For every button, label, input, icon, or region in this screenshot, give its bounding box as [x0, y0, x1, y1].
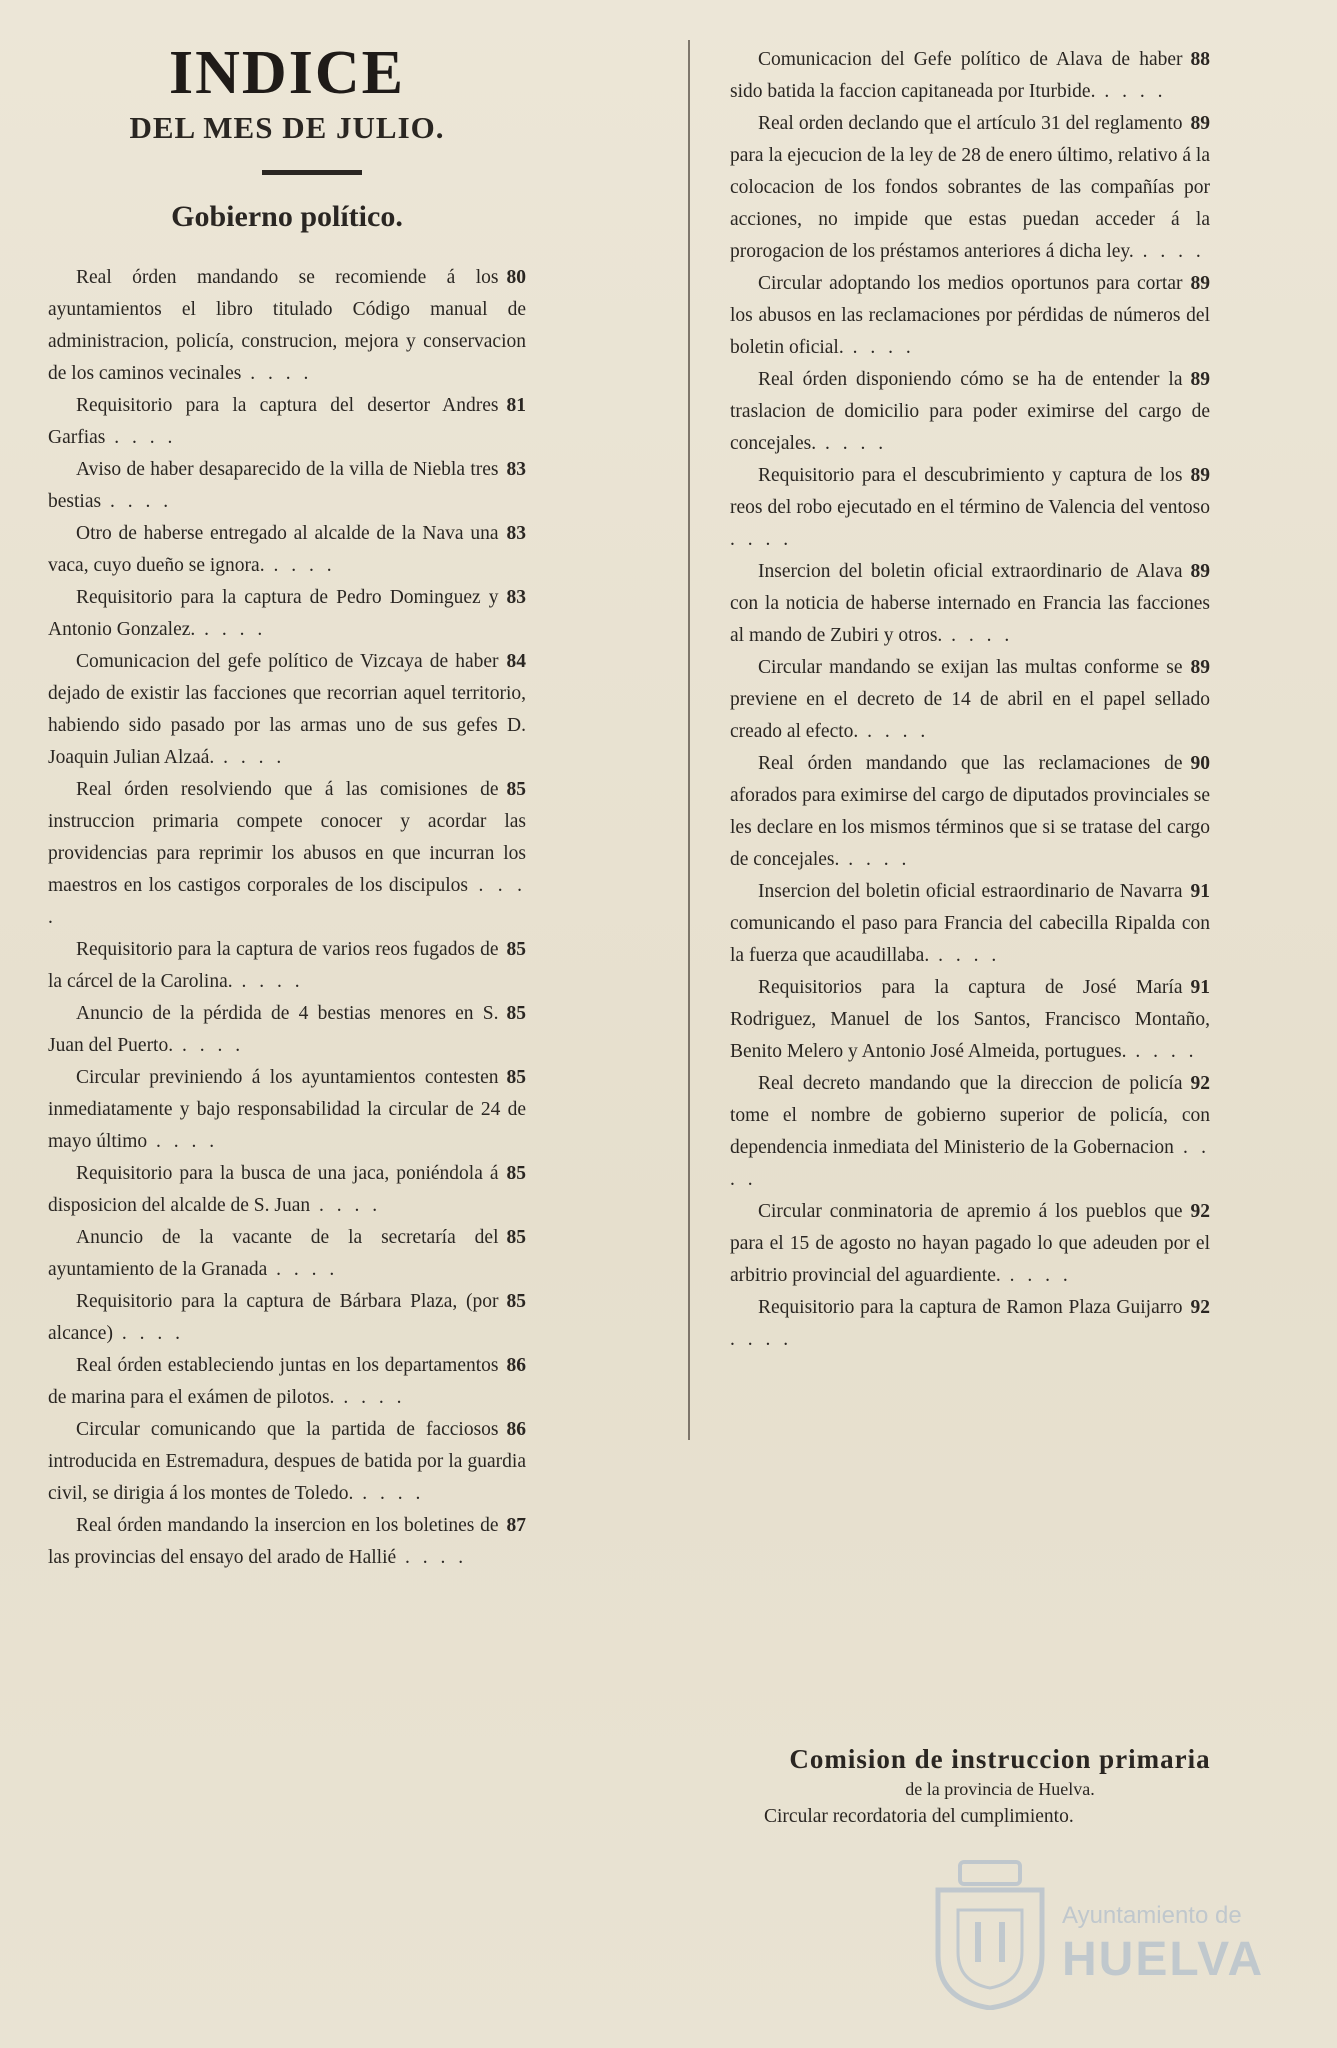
index-entry — [730, 268, 1210, 364]
index-entry — [48, 774, 526, 934]
index-title: INDICE — [169, 39, 405, 107]
entry-page-number: 89 — [1190, 273, 1210, 294]
entry-text: Circular mandando se exijan las multas conforme se previene en el decreto de 14 de abril en el papel sellado creado al efecto. — [730, 657, 1210, 742]
entry-text: Anuncio de la vacante de la secretaría del ayuntamiento de la Granada — [48, 1227, 499, 1280]
index-entry — [730, 364, 1210, 460]
watermark-line2: HUELVA — [1062, 1933, 1265, 1986]
entry-page-number: 85 — [506, 1163, 526, 1184]
entry-page-number: 90 — [1190, 753, 1210, 774]
leader-dots: . . . . — [816, 433, 888, 454]
entry-text: Circular conminatoria de apremio á los pueblos que para el 15 de agosto no hayan pagado lo que adeuden por el arbitrio provincial del aguardiente. — [730, 1201, 1210, 1286]
index-entry — [730, 1196, 1210, 1292]
index-entry — [48, 1414, 526, 1510]
entry-text: Requisitorio para la captura de Bárbara Plaza, (por alcance) — [48, 1291, 499, 1344]
leader-dots: . . . . — [929, 945, 1001, 966]
entry-text: Real órden mandando que las reclamaciones de aforados para eximirse del cargo de diputados provinciales se les declare en los mismos términos que si se tratase del cargo de concejales. — [730, 753, 1210, 870]
index-entry — [730, 876, 1210, 972]
entry-text: Real decreto mandando que la direccion de policía tome el nombre de gobierno superior de policía, con dependencia inmediata del Ministerio de la Gobernacion — [730, 1073, 1210, 1158]
entry-page-number: 92 — [1190, 1201, 1210, 1222]
leader-dots: . . . . — [241, 363, 313, 384]
leader-dots: . . . . — [48, 875, 526, 928]
entry-page-number: 89 — [1190, 561, 1210, 582]
entry-page-number: 92 — [1190, 1297, 1210, 1318]
entry-page-number: 86 — [506, 1419, 526, 1440]
index-entry — [48, 582, 526, 646]
entry-page-number: 86 — [506, 1355, 526, 1376]
leader-dots: . . . . — [839, 849, 911, 870]
commission-section — [740, 1742, 1260, 1832]
entry-text: Otro de haberse entregado al alcalde de la Nava una vaca, cuyo dueño se ignora. — [48, 523, 499, 576]
index-entry — [48, 1286, 526, 1350]
index-entry — [730, 748, 1210, 876]
entry-page-number: 81 — [506, 395, 526, 416]
index-subtitle: DEL MES DE JULIO. — [129, 110, 445, 145]
entry-page-number: 88 — [1190, 49, 1210, 70]
index-entry — [730, 972, 1210, 1068]
entry-page-number: 91 — [1190, 881, 1210, 902]
title-rule — [262, 170, 362, 175]
entry-text: Real orden declando que el artículo 31 del reglamento para la ejecucion de la ley de 28 de enero último, relativo á la colocacion de los fondos sobrantes de las compañías por acciones, no impide que estas puedan acceder á la prorogacion de los préstamos anteriores á dicha ley. — [730, 113, 1210, 262]
index-entry — [730, 460, 1210, 556]
entry-text: Requisitorio para la captura del desertor Andres Garfias — [48, 395, 499, 448]
entry-page-number: 85 — [506, 1003, 526, 1024]
entry-text: Real órden disponiendo cómo se ha de entender la traslacion de domicilio para poder eximirse del cargo de concejales. — [730, 369, 1210, 454]
entry-page-number: 92 — [1190, 1073, 1210, 1094]
leader-dots: . . . . — [214, 747, 286, 768]
index-entry — [48, 1062, 526, 1158]
leader-dots: . . . . — [232, 971, 304, 992]
entry-text: Insercion del boletin oficial estraordinario de Navarra comunicando el paso para Francia del cabecilla Ripalda con la fuerza que acaudillaba. — [730, 881, 1210, 966]
entry-text: Requisitorio para la captura de varios reos fugados de la cárcel de la Carolina. — [48, 939, 499, 992]
commission-title: Comision de instruccion primaria — [789, 1744, 1211, 1774]
entry-text: Comunicacion del Gefe político de Alava de haber sido batida la faccion capitaneada por Iturbide. — [730, 49, 1183, 102]
leader-dots: . . . . — [195, 619, 267, 640]
column-divider — [688, 40, 690, 1440]
index-entry — [48, 1222, 526, 1286]
index-entry — [48, 998, 526, 1062]
right-column-entries — [730, 44, 1210, 1356]
leader-dots: . . . . — [1000, 1265, 1072, 1286]
watermark-line1: Ayuntamiento de — [1062, 1902, 1242, 1929]
entry-page-number: 89 — [1190, 369, 1210, 390]
leader-dots: . . . . — [267, 1259, 339, 1280]
index-entry — [730, 1292, 1210, 1356]
section-heading: Gobierno político. — [171, 200, 403, 233]
leader-dots: . . . . — [105, 427, 177, 448]
entry-page-number: 84 — [506, 651, 526, 672]
entry-page-number: 85 — [506, 1227, 526, 1248]
leader-dots: . . . . — [843, 337, 915, 358]
leader-dots: . . . . — [942, 625, 1014, 646]
entry-text: Requisitorios para la captura de José María Rodriguez, Manuel de los Santos, Francisco Montaño, Benito Melero y Antonio José Almeida, portugues. — [730, 977, 1210, 1062]
leader-dots: . . . . — [334, 1387, 406, 1408]
leader-dots: . . . . — [310, 1195, 382, 1216]
entry-text: Requisitorio para el descubrimiento y captura de los reos del robo ejecutado en el término de Valencia del ventoso — [730, 465, 1210, 518]
entry-text: Circular previniendo á los ayuntamientos contesten inmediatamente y bajo responsabilidad la circular de 24 de mayo último — [48, 1067, 526, 1152]
entry-text: Real órden mandando la insercion en los boletines de las provincias del ensayo del arado de Hallié — [48, 1515, 499, 1568]
leader-dots: . . . . — [101, 491, 173, 512]
index-entry — [48, 646, 526, 774]
entry-page-number: 83 — [506, 523, 526, 544]
entry-page-number: 89 — [1190, 113, 1210, 134]
entry-text: Real órden estableciendo juntas en los departamentos de marina para el exámen de pilotos. — [48, 1355, 499, 1408]
entry-text: Requisitorio para la captura de Ramon Plaza Guijarro — [758, 1297, 1183, 1318]
leader-dots: . . . . — [353, 1483, 425, 1504]
commission-subtitle: de la provincia de Huelva. — [905, 1779, 1095, 1799]
leader-dots: . . . . — [730, 529, 793, 550]
index-entry — [730, 44, 1210, 108]
entry-text: Requisitorio para la captura de Pedro Dominguez y Antonio Gonzalez. — [48, 587, 499, 640]
index-entry — [48, 390, 526, 454]
index-entry — [48, 1350, 526, 1414]
entry-text: Circular adoptando los medios oportunos para cortar los abusos en las reclamaciones por pérdidas de números del boletin oficial. — [730, 273, 1210, 358]
entry-page-number: 80 — [506, 267, 526, 288]
leader-dots: . . . . — [1133, 241, 1205, 262]
entry-page-number: 87 — [506, 1515, 526, 1536]
leader-dots: . . . . — [396, 1547, 468, 1568]
index-entry — [48, 934, 526, 998]
entry-text: Real órden resolviendo que á las comisiones de instruccion primaria compete conocer y acordar las providencias para reprimir los abusos en que incurran los maestros en los castigos corporales de los discipulos — [48, 779, 526, 896]
leader-dots: . . . . — [730, 1329, 793, 1350]
index-entry — [48, 1510, 526, 1574]
entry-text: Real órden mandando se recomiende á los ayuntamientos el libro titulado Código manual de administracion, policía, construcion, mejora y conservacion de los caminos vecinales — [48, 267, 526, 384]
entry-text: Insercion del boletin oficial extraordinario de Alava con la noticia de haberse internado en Francia las facciones al mando de Zubiri y otros. — [730, 561, 1210, 646]
leader-dots: . . . . — [730, 1137, 1210, 1190]
coat-of-arms-icon — [930, 1860, 1050, 2010]
entry-page-number: 89 — [1190, 465, 1210, 486]
entry-text: Circular comunicando que la partida de facciosos introducida en Estremadura, despues de batida por la guardia civil, se dirigia á los montes de Toledo. — [48, 1419, 526, 1504]
entry-page-number: 83 — [506, 587, 526, 608]
index-entry — [48, 262, 526, 390]
index-entry — [730, 1068, 1210, 1196]
watermark — [920, 1860, 1280, 2040]
index-entry — [730, 652, 1210, 748]
leader-dots: . . . . — [147, 1131, 219, 1152]
entry-page-number: 85 — [506, 1067, 526, 1088]
entry-text: Requisitorio para la busca de una jaca, poniéndola á disposicion del alcalde de S. Juan — [48, 1163, 499, 1216]
entry-page-number: 83 — [506, 459, 526, 480]
entry-text: Anuncio de la pérdida de 4 bestias menores en S. Juan del Puerto. — [48, 1003, 499, 1056]
entry-text: Aviso de haber desaparecido de la villa de Niebla tres bestias — [48, 459, 499, 512]
entry-page-number: 91 — [1190, 977, 1210, 998]
entry-page-number: 85 — [506, 939, 526, 960]
leader-dots: . . . . — [858, 721, 930, 742]
index-entry — [48, 454, 526, 518]
leader-dots: . . . . — [173, 1035, 245, 1056]
entry-page-number: 89 — [1190, 657, 1210, 678]
leader-dots: . . . . — [112, 1323, 184, 1344]
commission-line: Circular recordatoria del cumplimiento. — [764, 1806, 1074, 1827]
leader-dots: . . . . — [1126, 1041, 1198, 1062]
leader-dots: . . . . — [264, 555, 336, 576]
index-entry — [48, 518, 526, 582]
index-entry — [48, 1158, 526, 1222]
index-entry — [730, 108, 1210, 268]
index-entry — [730, 556, 1210, 652]
entry-page-number: 85 — [506, 1291, 526, 1312]
leader-dots: . . . . — [1095, 81, 1167, 102]
entry-page-number: 85 — [506, 779, 526, 800]
entry-text: Comunicacion del gefe político de Vizcaya de haber dejado de existir las facciones que recorrian aquel territorio, habiendo sido pasado por las armas uno de sus gefes D. Joaquin Julian Alzaá. — [48, 651, 526, 768]
left-column-entries — [48, 262, 526, 1574]
